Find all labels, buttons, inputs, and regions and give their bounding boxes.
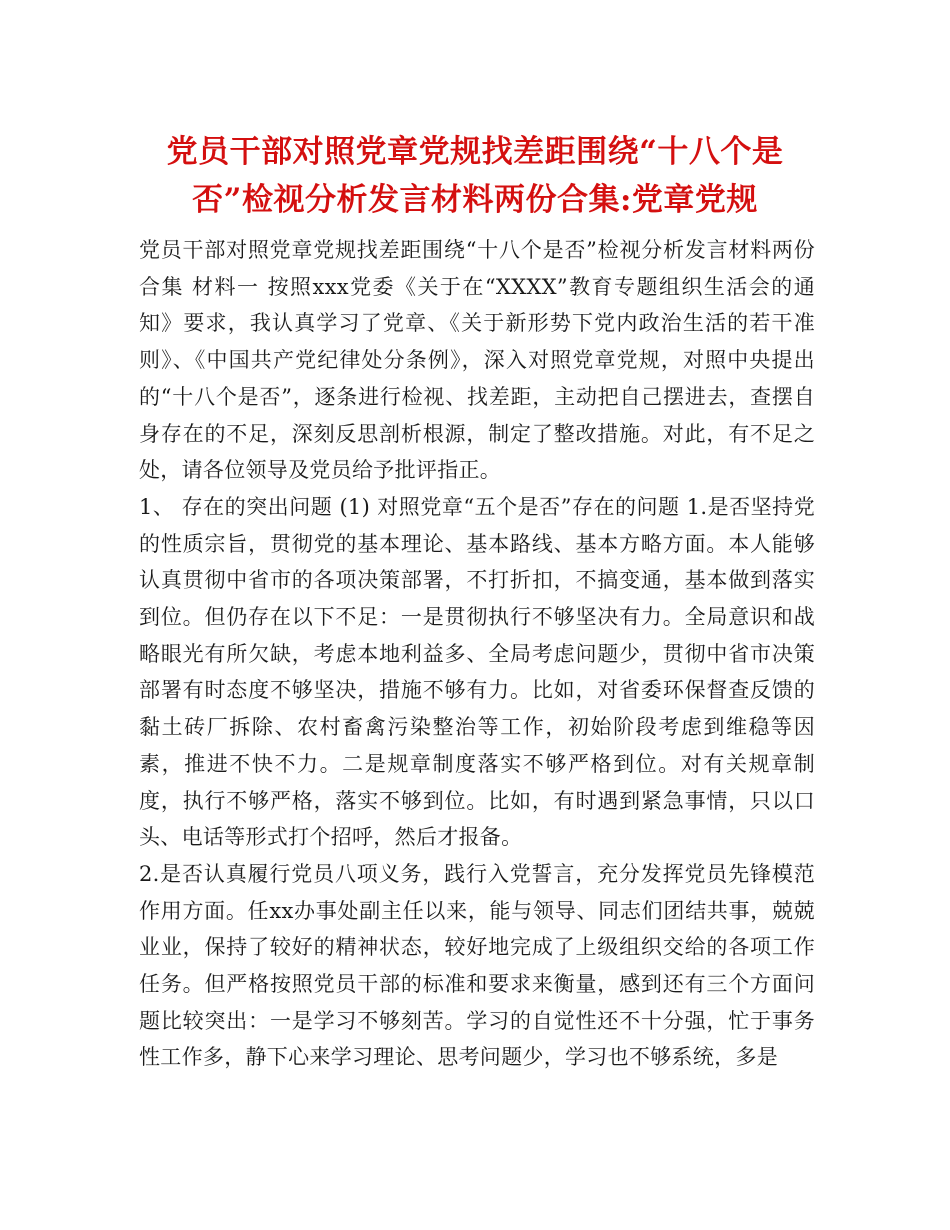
paragraph-duties: 2.是否认真履行党员八项义务，践行入党誓言，充分发挥党员先锋模范作用方面。任xx办事处副主任以来，能与领导、同志们团结共事，兢兢业业，保持了较好的精神状态，较好地完成了上级组织交给的各项工作任务。但严格按照党员干部的标准和要求来衡量，感到还有三个方面问题比较突出：一是学习不够刻苦。学习的自觉性还不十分强，忙于事务性工作多，静下心来学习理论、思考问题少，学习也不够系统，多是 (139, 861, 815, 1070)
document-title: 党员干部对照党章党规找差距围绕“十八个是否”检视分析发言材料两份合集:党章党规 (166, 134, 784, 218)
document-body (139, 232, 815, 1076)
paragraph-intro: 党员干部对照党章党规找差距围绕“十八个是否”检视分析发言材料两份合集 材料一 按照xxx党委《关于在“XXXX”教育专题组织生活会的通知》要求，我认真学习了党章、《关于新形势下党内政治生活的若干准则》、《中国共产党纪律处分条例》，深入对照党章党规，对照中央提出的“十八个是否”，逐条进行检视、找差距，主动把自己摆进去，查摆自身存在的不足，深刻反思剖析根源，制定了整改措施。对此，有不足之处，请各位领导及党员给予批评指正。 (139, 238, 815, 483)
paragraph-problems: 1、 存在的突出问题 (1) 对照党章“五个是否”存在的问题 1.是否坚持党的性质宗旨，贯彻党的基本理论、基本路线、基本方略方面。本人能够认真贯彻中省市的各项决策部署，不打折扣，不搞变通，基本做到落实到位。但仍存在以下不足：一是贯彻执行不够坚决有力。全局意识和战略眼光有所欠缺，考虑本地利益多、全局考虑问题少，贯彻中省市决策部署有时态度不够坚决，措施不够有力。比如，对省委环保督查反馈的黏土砖厂拆除、农村畜禽污染整治等工作，初始阶段考虑到维稳等因素，推进不快不力。二是规章制度落实不够严格到位。对有关规章制度，执行不够严格，落实不够到位。比如，有时遇到紧急事情，只以口头、电话等形式打个招呼，然后才报备。 (139, 494, 815, 850)
